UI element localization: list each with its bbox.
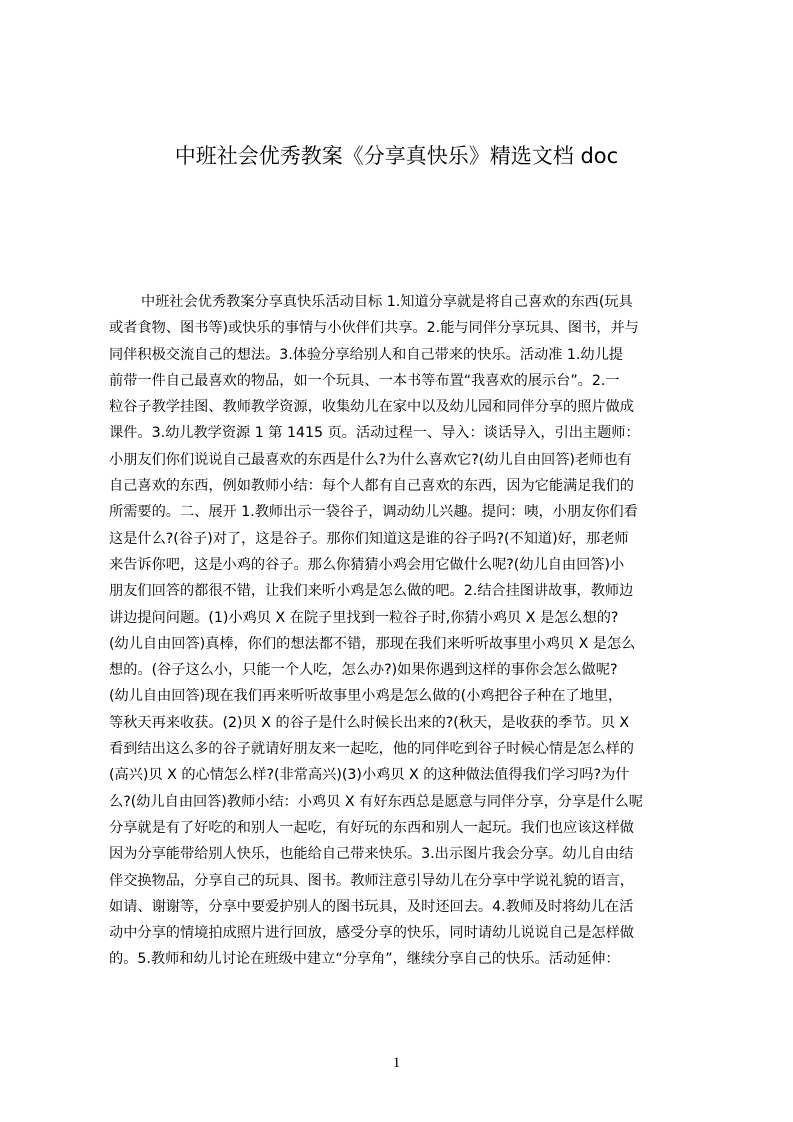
body-line: 动中分享的情境拍成照片进行回放，感受分享的快乐，同时请幼儿说说自己是怎样做 <box>109 925 634 942</box>
body-line: (幼儿自由回答)现在我们再来听听故事里小鸡是怎么做的(小鸡把谷子种在了地里， <box>109 688 623 705</box>
body-line: 同伴积极交流自己的想法。3.体验分享给别人和自己带来的快乐。活动准 1.幼儿提 <box>109 346 623 363</box>
body-line: 想的。(谷子这么小，只能一个人吃，怎么办?)如果你遇到这样的事你会怎么做呢? <box>109 662 618 679</box>
body-line: 来告诉你吧，这是小鸡的谷子。那么你猜猜小鸡会用它做什么呢?(幼儿自由回答)小 <box>109 556 625 573</box>
body-line: (高兴)贝 X 的心情怎么样?(非常高兴)(3)小鸡贝 X 的这种做法值得我们学习吗?为什 <box>109 767 630 784</box>
body-line: 么?(幼儿自由回答)教师小结：小鸡贝 X 有好东西总是愿意与同伴分享，分享是什么呢 <box>109 793 643 810</box>
body-line: 看到结出这么多的谷子就请好朋友来一起吃，他的同伴吃到谷子时候心情是怎么样的 <box>109 741 634 758</box>
body-line: 朋友们回答的都很不错，让我们来听小鸡是怎么做的吧。2.结合挂图讲故事，教师边 <box>109 583 634 600</box>
body-line: 前带一件自己最喜欢的物品，如一个玩具、一本书等布置“我喜欢的展示台”。2.一 <box>109 372 620 389</box>
body-line: 自己喜欢的东西，例如教师小结：每个人都有自己喜欢的东西，因为它能满足我们的 <box>109 478 634 495</box>
body-line: 中班社会优秀教案分享真快乐活动目标 1.知道分享就是将自己喜欢的东西(玩具 <box>141 294 633 310</box>
body-line: 小朋友们你们说说自己最喜欢的东西是什么?为什么喜欢它?(幼儿自由回答)老师也有 <box>109 451 632 468</box>
body-line: 讲边提问问题。(1)小鸡贝 X 在院子里找到一粒谷子时,你猜小鸡贝 X 是怎么想的? <box>109 609 619 626</box>
body-line: 课件。3.幼儿教学资源 1 第 1415 页。活动过程一、导入：谈话导入，引出主题师： <box>109 425 640 442</box>
page-number: 1 <box>392 1055 401 1071</box>
body-line: 分享就是有了好吃的和别人一起吃，有好玩的东西和别人一起玩。我们也应该这样做 <box>109 819 634 836</box>
document-title: 中班社会优秀教案《分享真快乐》精选文档 doc <box>174 144 619 168</box>
document-body <box>109 289 699 973</box>
body-line: 的。5.教师和幼儿讨论在班级中建立“分享角”，继续分享自己的快乐。活动延伸： <box>109 951 620 968</box>
body-line: (幼儿自由回答)真棒，你们的想法都不错，那现在我们来听听故事里小鸡贝 X 是怎么 <box>109 635 636 652</box>
body-line: 等秋天再来收获。(2)贝 X 的谷子是什么时候长出来的?(秋天，是收获的季节。贝 X <box>109 714 630 731</box>
body-line: 或者食物、图书等)或快乐的事情与小伙伴们共享。2.能与同伴分享玩具、图书，并与 <box>109 320 639 337</box>
body-line: 粒谷子教学挂图、教师教学资源，收集幼儿在家中以及幼儿园和同伴分享的照片做成 <box>109 399 634 416</box>
body-line: 这是什么?(谷子)对了，这是谷子。那你们知道这是谁的谷子吗?(不知道)好，那老师 <box>109 530 629 547</box>
body-line: 因为分享能带给别人快乐，也能给自己带来快乐。3.出示图片我会分享。幼儿自由结 <box>109 846 634 863</box>
body-line: 所需要的。二、展开 1.教师出示一袋谷子，调动幼儿兴趣。提问：咦，小朋友你们看 <box>109 504 638 521</box>
body-line: 如请、谢谢等，分享中要爱护别人的图书玩具，及时还回去。4.教师及时将幼儿在活 <box>109 898 634 915</box>
body-line: 伴交换物品，分享自己的玩具、图书。教师注意引导幼儿在分享中学说礼貌的语言， <box>109 872 634 889</box>
